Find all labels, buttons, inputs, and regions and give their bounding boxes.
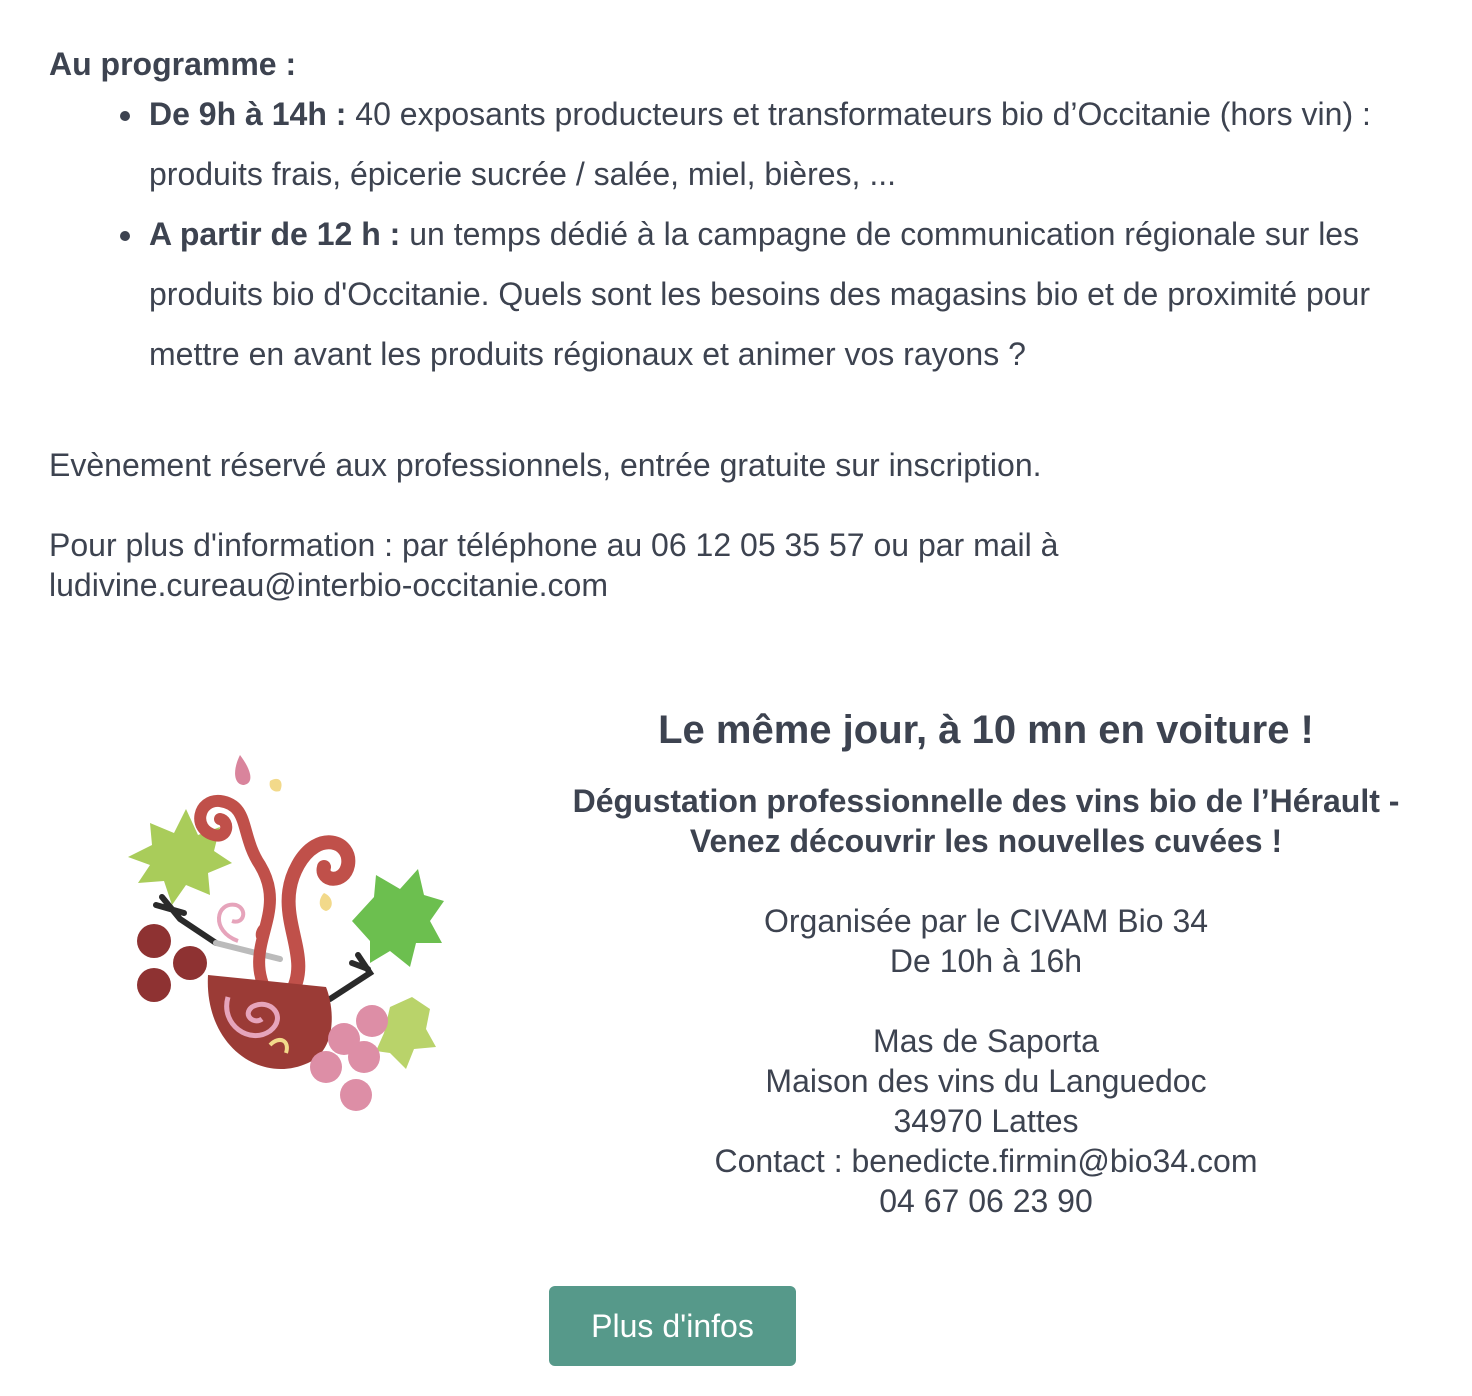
program-item-time: De 9h à 14h : xyxy=(149,96,347,132)
grape-icon xyxy=(137,924,171,958)
promo-details xyxy=(560,901,1412,1221)
program-item-text: un temps dédié à la campagne de communication régionale sur les produits bio d'Occitanie. Quels sont les besoins des magasins bio et de proximité pour mettre en avant les produits régionaux et animer vos rayons ? xyxy=(149,216,1370,372)
swirl-icon xyxy=(289,842,349,995)
promo-venue: Mas de Saporta xyxy=(873,1023,1099,1059)
vine-stem-icon xyxy=(330,955,370,999)
grape-icon xyxy=(173,946,207,980)
bullet-icon xyxy=(120,111,130,121)
promo-organizer: Organisée par le CIVAM Bio 34 xyxy=(763,903,1209,939)
grape-icon xyxy=(137,968,171,1002)
drop-icon xyxy=(320,893,332,911)
spacer xyxy=(560,981,1412,1021)
program-list xyxy=(149,84,1439,384)
wine-tasting-illustration xyxy=(120,745,460,1125)
program-item-text: 40 exposants producteurs et transformateurs bio d’Occitanie (hors vin) : produits frais, épicerie sucrée / salée, miel, bières, ... xyxy=(149,96,1371,192)
drop-icon xyxy=(270,779,282,792)
promo-hours: De 10h à 16h xyxy=(889,943,1083,979)
program-heading: Au programme : xyxy=(49,46,297,82)
grape-icon xyxy=(310,1051,342,1083)
grape-icon xyxy=(356,1005,388,1037)
grape-icon xyxy=(348,1041,380,1073)
program-item-time: A partir de 12 h : xyxy=(149,216,401,252)
grape-leaf-icon xyxy=(376,997,436,1069)
promo-venue-detail: Maison des vins du Languedoc xyxy=(765,1063,1207,1099)
bullet-icon xyxy=(120,231,130,241)
promo-subtitle: Dégustation professionnelle des vins bio de l’Hérault - Venez découvrir les nouvelles cuvées ! xyxy=(572,783,1400,859)
event-note: Evènement réservé aux professionnels, entrée gratuite sur inscription. xyxy=(49,447,1042,483)
promo-contact: Contact : benedicte.firmin@bio34.com xyxy=(714,1143,1258,1179)
drop-icon xyxy=(235,755,250,785)
program-item-morning xyxy=(149,84,1439,204)
promo-city: 34970 Lattes xyxy=(893,1103,1079,1139)
swirl-icon xyxy=(219,905,243,941)
grape-icon xyxy=(340,1079,372,1111)
promo-phone: 04 67 06 23 90 xyxy=(879,1183,1093,1219)
promo-title: Le même jour, à 10 mn en voiture ! xyxy=(658,708,1314,752)
program-item-noon xyxy=(149,204,1439,384)
more-info-button[interactable]: Plus d'infos xyxy=(549,1286,796,1366)
grape-leaf-icon xyxy=(352,869,444,967)
swirl-icon xyxy=(200,801,270,995)
vine-stem-icon xyxy=(216,943,280,959)
info-note: Pour plus d'information : par téléphone au 06 12 05 35 57 ou par mail à ludivine.cureau@interbio-occitanie.com xyxy=(49,527,1059,603)
wine-glass-icon xyxy=(208,975,332,1069)
